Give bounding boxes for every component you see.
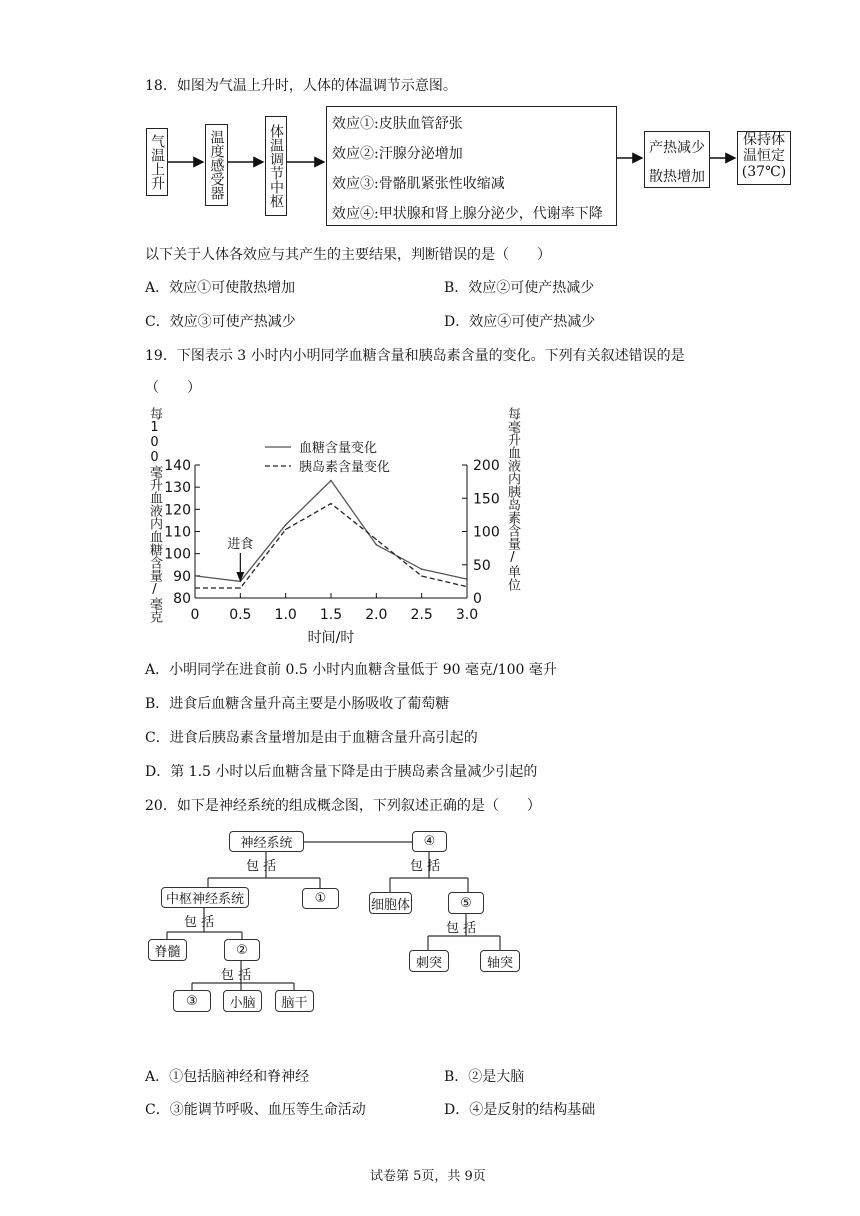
- q19-option-c[interactable]: C．进食后胰岛素含量增加是由于血糖含量升高引起的: [145, 730, 478, 746]
- legend-label-0: 血糖含量变化: [299, 441, 378, 456]
- y-right-tick-label: 0: [473, 591, 482, 607]
- y-right-tick-label: 100: [473, 524, 500, 541]
- q18-stem: 18．如图为气温上升时，人体的体温调节示意图。: [145, 78, 457, 94]
- flow-box-result: [644, 131, 710, 188]
- x-tick-label: 0: [190, 607, 200, 623]
- node-axon: 轴突: [480, 950, 520, 972]
- flow-box-regulation-center: 体温调节中枢: [265, 116, 287, 216]
- series-point-0: [376, 544, 377, 545]
- y-left-tick-label: 130: [164, 480, 191, 497]
- q19-stem: 19．下图表示 3 小时内小明同学血糖含量和胰岛素含量的变化。下列有关叙述错误的是: [145, 348, 685, 364]
- series-point-1: [330, 503, 331, 504]
- q19-option-a[interactable]: A．小明同学在进食前 0.5 小时内血糖含量低于 90 毫克/100 毫升: [145, 662, 557, 678]
- series-point-0: [466, 579, 467, 580]
- x-tick-label: 2.5: [410, 607, 433, 623]
- q20-stem: 20．如下是神经系统的组成概念图，下列叙述正确的是（ ）: [145, 798, 541, 814]
- y-left-tick-label: 100: [164, 546, 191, 563]
- include-label-5: 包 括: [446, 921, 477, 936]
- chart-ylabel-left: 每100毫升血液内血糖含量/毫克: [147, 407, 162, 623]
- include-label-4: 包 括: [410, 859, 441, 874]
- include-label-cns: 包 括: [184, 915, 215, 930]
- x-tick-label: 1.5: [319, 607, 343, 623]
- chart-ylabel-right: 每毫升血液内胰岛素含量/单位: [505, 407, 520, 591]
- node-4: ④: [412, 831, 447, 852]
- series-point-0: [421, 569, 422, 570]
- q18-question: 以下关于人体各效应与其产生的主要结果，判断错误的是（ ）: [145, 247, 551, 263]
- series-point-1: [421, 575, 422, 576]
- series-line-0: [195, 481, 467, 582]
- series-point-0: [194, 575, 195, 576]
- q20-option-b[interactable]: B．②是大脑: [444, 1069, 525, 1085]
- flow-box-temperature-rise: 气温上升: [146, 128, 168, 196]
- y-left-tick-label: 80: [173, 591, 191, 607]
- effect-3: 效应③:骨骼肌紧张性收缩减: [332, 176, 505, 192]
- series-point-1: [376, 539, 377, 540]
- annotation-arrow-head: [236, 572, 244, 582]
- series-point-0: [285, 524, 286, 525]
- node-dendrite: 刺突: [409, 950, 449, 972]
- node-cell-body: 细胞体: [369, 892, 412, 914]
- final-line-1: 保持体: [743, 132, 785, 148]
- y-right-tick-label: 50: [473, 557, 491, 574]
- q18-option-c[interactable]: C．效应③可使产热减少: [145, 314, 296, 330]
- node-spinal-cord: 脊髓: [148, 939, 187, 961]
- node-brainstem: 脑干: [275, 990, 314, 1012]
- q18-option-b[interactable]: B．效应②可使产热减少: [444, 280, 595, 296]
- effect-2: 效应②:汗腺分泌增加: [332, 146, 463, 162]
- node-3: ③: [173, 990, 211, 1012]
- final-line-3: (37℃): [741, 164, 787, 180]
- y-left-tick-label: 110: [164, 524, 191, 541]
- legend-label-1: 胰岛素含量变化: [299, 460, 391, 475]
- series-point-1: [466, 586, 467, 587]
- include-label-root: 包 括: [246, 859, 277, 874]
- q20-option-d[interactable]: D．④是反射的结构基础: [444, 1102, 596, 1118]
- q18-option-a[interactable]: A．效应①可使散热增加: [145, 280, 296, 296]
- x-tick-label: 0.5: [229, 607, 252, 623]
- flow-box-final: [737, 131, 791, 185]
- node-nervous-system: 神经系统: [229, 831, 304, 852]
- q19-stem-paren: （ ）: [145, 380, 201, 396]
- q18-option-d[interactable]: D．效应④可使产热减少: [444, 314, 596, 330]
- x-tick-label: 3.0: [455, 607, 479, 623]
- y-right-tick-label: 200: [473, 458, 500, 474]
- flow-box-thermoreceptor: 温度感受器: [205, 124, 228, 206]
- flow-box-effects: [326, 106, 617, 226]
- q20-option-c[interactable]: C．③能调节呼吸、血压等生命活动: [145, 1102, 366, 1118]
- y-left-tick-label: 140: [164, 458, 191, 474]
- series-point-1: [194, 587, 195, 588]
- q19-option-b[interactable]: B．进食后血糖含量升高主要是小肠吸收了葡萄糖: [145, 696, 450, 712]
- effect-4: 效应④:甲状腺和肾上腺分泌少，代谢率下降: [332, 206, 603, 222]
- q19-option-d[interactable]: D．第 1.5 小时以后血糖含量下降是由于胰岛素含量减少引起的: [145, 764, 538, 780]
- node-2: ②: [224, 939, 260, 961]
- x-axis-label: 时间/时: [307, 630, 355, 646]
- series-point-1: [285, 529, 286, 530]
- result-line-1: 产热减少: [649, 140, 705, 156]
- y-left-tick-label: 90: [173, 568, 191, 585]
- annotation-label: 进食: [227, 537, 254, 552]
- q20-option-a[interactable]: A．①包括脑神经和脊神经: [145, 1069, 310, 1085]
- y-left-tick-label: 120: [164, 502, 191, 519]
- x-tick-label: 2.0: [365, 607, 388, 623]
- series-point-1: [240, 587, 241, 588]
- y-right-tick-label: 150: [473, 491, 500, 508]
- series-line-1: [195, 504, 467, 588]
- effect-1: 效应①:皮肤血管舒张: [332, 116, 463, 132]
- node-1: ①: [302, 888, 339, 909]
- page-footer: 试卷第 5页，共 9页: [370, 1169, 486, 1184]
- series-point-0: [330, 480, 331, 481]
- final-line-2: 温恒定: [743, 148, 785, 164]
- node-central-nervous-system: 中枢神经系统: [161, 887, 249, 908]
- result-line-2: 散热增加: [649, 169, 705, 185]
- series-point-0: [240, 581, 241, 582]
- node-5: ⑤: [448, 892, 484, 914]
- node-cerebellum: 小脑: [223, 990, 262, 1012]
- include-label-2: 包 括: [221, 968, 252, 983]
- x-tick-label: 1.0: [274, 607, 297, 623]
